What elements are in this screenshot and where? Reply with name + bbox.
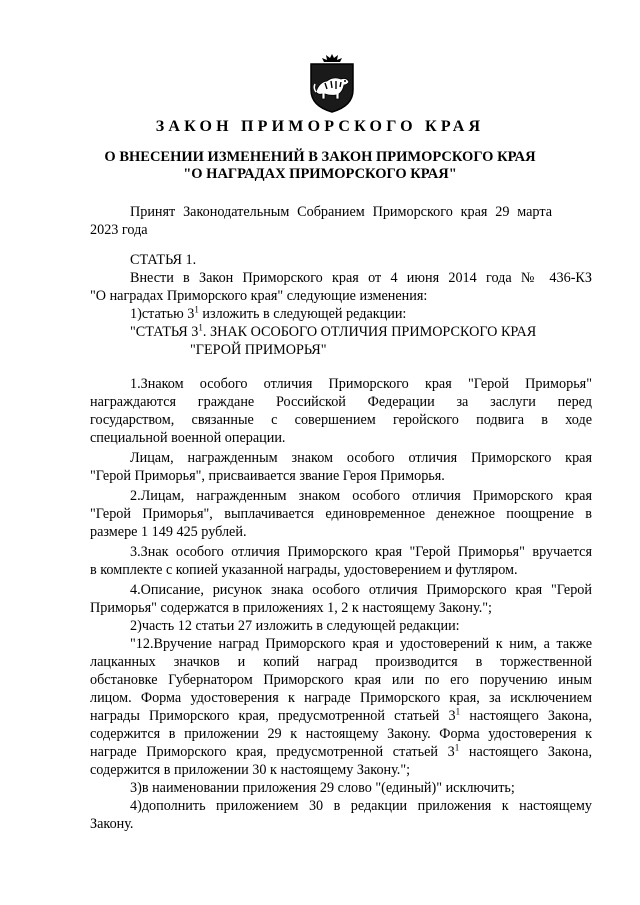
- subtitle-line: О ВНЕСЕНИИ ИЗМЕНЕНИЙ В ЗАКОН ПРИМОРСКОГО КРАЯ: [104, 149, 536, 165]
- text-line: 3.Знак особого отличия Приморского края "Герой Приморья" вручается: [130, 544, 592, 560]
- text-line: 2)часть 12 статьи 27 изложить в следующей редакции:: [130, 618, 460, 634]
- text-line: "Герой Приморья", присваивается звание Героя Приморья.: [90, 468, 445, 484]
- coat-of-arms-tiger-icon: [303, 52, 361, 114]
- text-line: специальной военной операции.: [90, 430, 286, 446]
- article-body: [90, 375, 592, 833]
- text-line: лацканных значков и копий наград производится в торжественной: [90, 654, 592, 670]
- new-article-title-line: [90, 323, 610, 341]
- law-title: ЗАКОН ПРИМОРСКОГО КРАЯ: [155, 118, 485, 135]
- text-line: 4.Описание, рисунок знака особого отличия Приморского края "Герой: [130, 582, 592, 598]
- superscript: 1: [455, 706, 461, 717]
- text-line: [90, 707, 592, 725]
- new-article-title: [90, 323, 610, 359]
- text-fragment: 1)статью 3: [130, 306, 195, 322]
- text-line: государством, связанные с совершением геройского подвига в ходе: [90, 412, 592, 428]
- superscript: 1: [198, 322, 203, 333]
- text-line: Закону.: [90, 816, 134, 832]
- adoption-statement: [90, 203, 592, 239]
- law-subtitle: [0, 149, 640, 183]
- text-line: "О наградах Приморского края" следующие изменения:: [90, 288, 428, 304]
- text-line: 4)дополнить приложением 30 в редакции приложения к настоящему: [130, 798, 592, 814]
- text-line: 3)в наименовании приложения 29 слово "(единый)" исключить;: [130, 780, 515, 796]
- text-fragment: . ЗНАК ОСОБОГО ОТЛИЧИЯ ПРИМОРСКОГО КРАЯ: [202, 324, 537, 340]
- text-fragment: награде Приморского края, предусмотренной статьей 3: [90, 744, 455, 760]
- text-line: Внести в Закон Приморского края от 4 июня 2014 года № 436-КЗ: [130, 270, 592, 286]
- text-line: Принят Законодательным Собранием Приморского края 29 марта: [130, 204, 552, 220]
- subtitle-line: "О НАГРАДАХ ПРИМОРСКОГО КРАЯ": [183, 166, 457, 182]
- text-fragment: настоящего Закона,: [459, 744, 592, 760]
- text-line: содержится в приложении 29 к настоящему Закону. Форма удостоверения к: [90, 726, 592, 742]
- text-line: размере 1 149 425 рублей.: [90, 524, 247, 540]
- article-heading: СТАТЬЯ 1.: [130, 252, 197, 268]
- text-line: [90, 743, 592, 761]
- amendment-item: [90, 305, 592, 323]
- text-line: "12.Вручение наград Приморского края и удостоверений к ним, а также: [130, 636, 592, 652]
- text-line: награждаются граждане Российской Федерации за заслуги перед: [90, 394, 592, 410]
- superscript: 1: [454, 742, 460, 753]
- text-line: Лицам, награжденным знаком особого отличия Приморского края: [130, 450, 592, 466]
- text-line: лицом. Форма удостоверения к награде Приморского края, за исключением: [90, 690, 592, 706]
- text-line: Приморья" содержатся в приложениях 1, 2 к настоящему Закону.";: [90, 600, 492, 616]
- superscript: 1: [194, 304, 199, 315]
- text-line: 1.Знаком особого отличия Приморского края "Герой Приморья": [130, 376, 592, 392]
- text-fragment: изложить в следующей редакции:: [198, 306, 407, 322]
- text-fragment: награды Приморского края, предусмотренной статьей 3: [90, 708, 456, 724]
- text-line: в комплекте с копией указанной награды, удостоверением и футляром.: [90, 562, 518, 578]
- text-line: 2.Лицам, награжденным знаком особого отличия Приморского края: [130, 488, 592, 504]
- text-line: содержится в приложении 30 к настоящему Закону.";: [90, 762, 411, 778]
- text-fragment: "СТАТЬЯ 3: [130, 324, 199, 340]
- article-1: [90, 251, 592, 323]
- text-line: 2023 года: [90, 222, 148, 238]
- new-article-title-line: "ГЕРОЙ ПРИМОРЬЯ": [190, 342, 327, 358]
- text-line: "Герой Приморья", выплачивается единовременное денежное поощрение в: [90, 506, 592, 522]
- text-line: обстановке Губернатором Приморского края или по его поручению иным: [90, 672, 592, 688]
- text-fragment: настоящего Закона,: [460, 708, 593, 724]
